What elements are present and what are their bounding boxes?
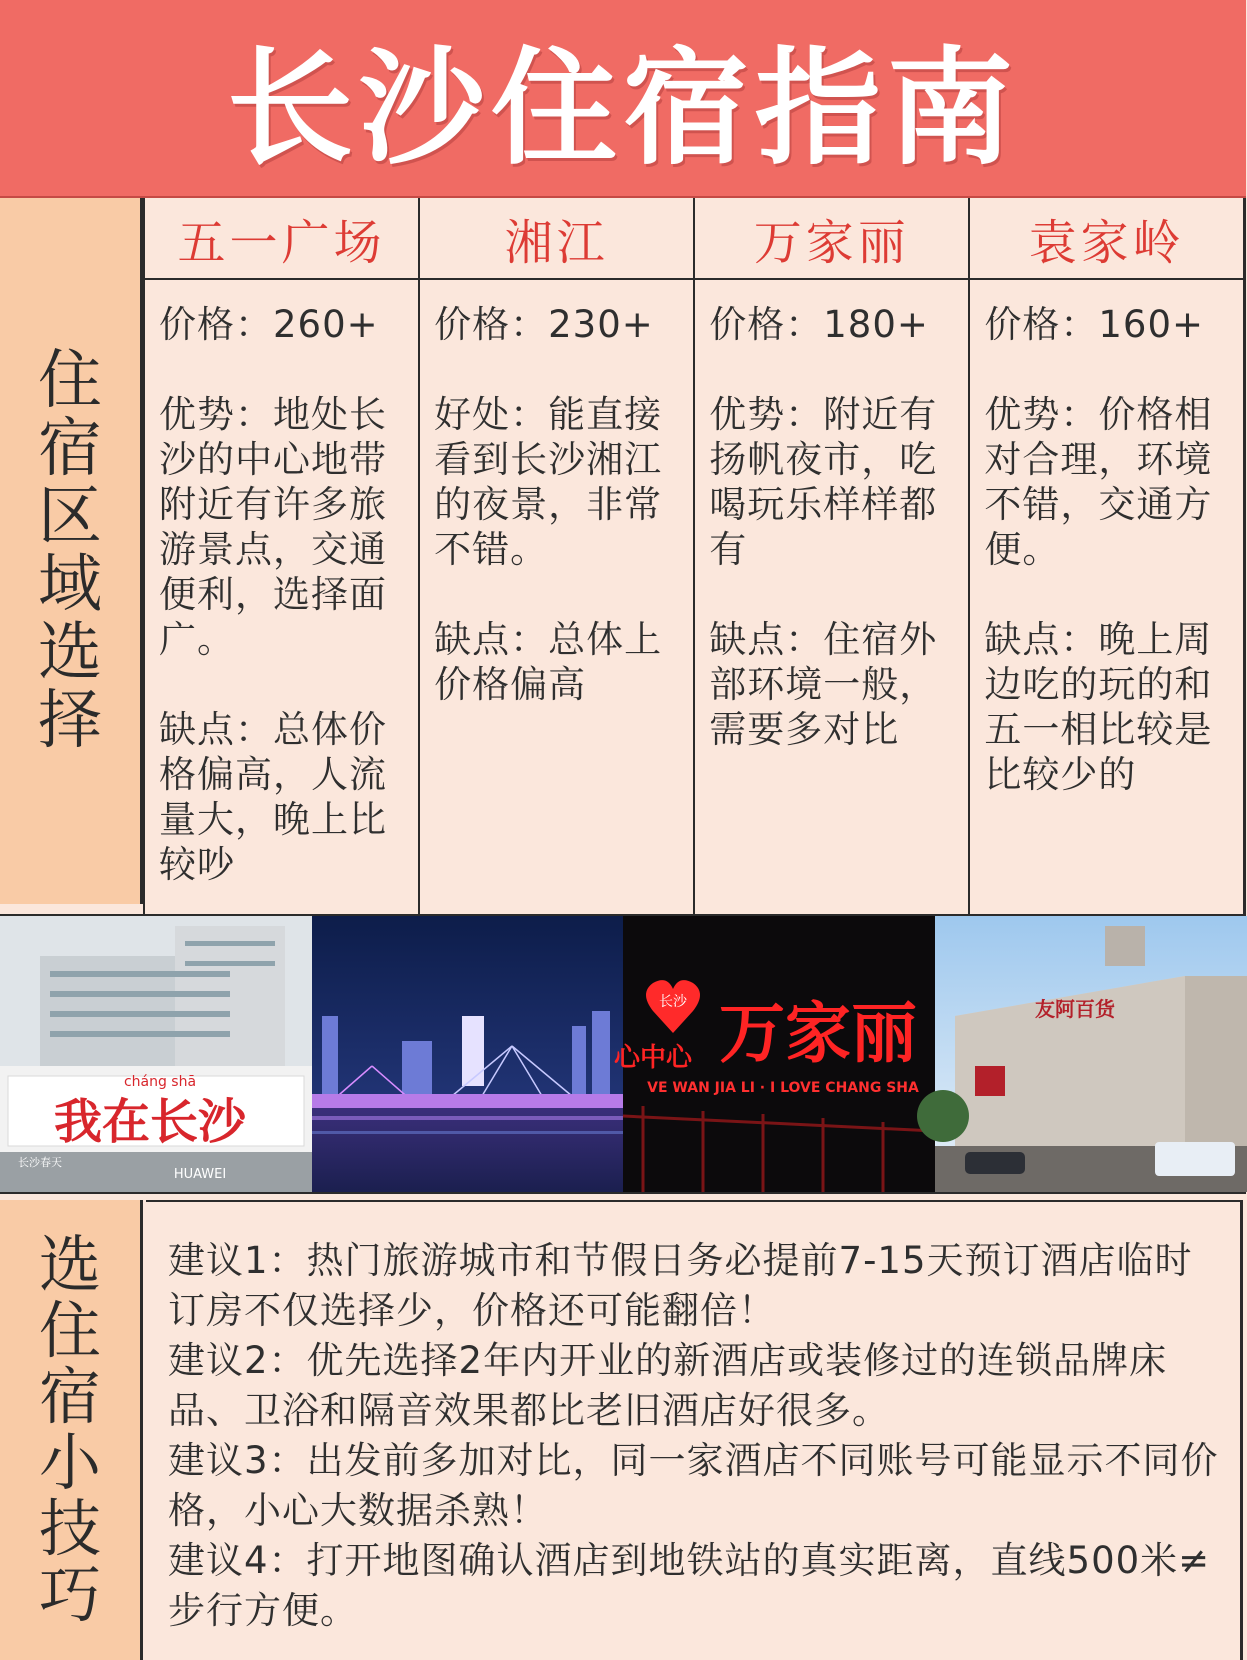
photo-sign-text: 我在长沙 xyxy=(53,1094,247,1150)
area-cons: 缺点：晚上周边吃的玩的和五一相比较是比较少的 xyxy=(984,618,1213,796)
photo-xiangjiang-svg xyxy=(312,916,624,1192)
area-section-label xyxy=(0,198,143,904)
area-comparison-table xyxy=(143,198,1246,934)
area-cons: 缺点：总体价格偏高，人流量大，晚上比较吵 xyxy=(159,708,387,886)
tip-item: 建议3：出发前多加对比，同一家酒店不同账号可能显示不同价格，小心大数据杀熟！ xyxy=(168,1439,1219,1532)
tips-section-label xyxy=(0,1200,143,1660)
area-header-row xyxy=(144,198,1245,279)
photo-sub-left: 心中心 xyxy=(613,1043,693,1073)
photo-wuyi-square xyxy=(0,916,312,1192)
photo-sub-text: VE WAN JIA LI · I LOVE CHANG SHA xyxy=(647,1080,919,1096)
area-price: 价格：230+ xyxy=(434,303,654,346)
tip-item: 建议2：优先选择2年内开业的新酒店或装修过的连锁品牌床品、卫浴和隔音效果都比老旧酒店好很多。 xyxy=(168,1339,1168,1432)
area-name-wuyi: 五一广场 xyxy=(144,198,419,279)
area-cons: 缺点：总体上价格偏高 xyxy=(434,618,663,706)
area-cons: 缺点：住宿外部环境一般，需要多对比 xyxy=(709,618,938,751)
page-title: 长沙住宿指南 xyxy=(227,34,1019,182)
area-detail-wanjiali xyxy=(694,279,969,933)
tip-item: 建议4：打开地图确认酒店到地铁站的真实距离，直线500米≠步行方便。 xyxy=(168,1539,1211,1632)
photo-wanjiali-sign xyxy=(613,916,935,1192)
tip-item: 建议1：热门旅游城市和节假日务必提前7-15天预订酒店临时订房不仅选择少，价格还可能翻倍！ xyxy=(168,1239,1193,1332)
area-pros: 优势：地处长沙的中心地带附近有许多旅游景点，交通便利，选择面广。 xyxy=(159,393,387,661)
area-section-label-text: 住宿区域选择 xyxy=(38,344,102,758)
photo-pinyin: cháng shā xyxy=(123,1074,197,1090)
area-price: 价格：160+ xyxy=(984,303,1204,346)
area-price: 价格：260+ xyxy=(159,303,379,346)
photo-wuyi-svg xyxy=(0,916,312,1192)
area-detail-row xyxy=(144,279,1245,933)
area-name-wanjiali: 万家丽 xyxy=(694,198,969,279)
area-pros: 优势：价格相对合理，环境不错，交通方便。 xyxy=(984,393,1213,571)
photo-sign-text: 万家丽 xyxy=(719,995,917,1072)
area-detail-xiangjiang xyxy=(419,279,694,933)
photo-xiangjiang-night xyxy=(312,916,624,1192)
area-name-xiangjiang: 湘江 xyxy=(419,198,694,279)
area-detail-yuanjialing xyxy=(969,279,1244,933)
photo-sign-text: 友阿百货 xyxy=(1034,997,1115,1021)
title-banner xyxy=(0,0,1246,198)
photo-brand: HUAWEI xyxy=(173,1167,227,1182)
area-detail-wuyi xyxy=(144,279,419,933)
photo-small-sign: 长沙春天 xyxy=(18,1156,62,1169)
photo-strip xyxy=(0,914,1246,1194)
area-price: 价格：180+ xyxy=(709,303,929,346)
photo-wanjiali-svg xyxy=(613,916,935,1192)
area-pros: 优势：附近有扬帆夜市，吃喝玩乐样样都有 xyxy=(709,393,938,571)
tips-panel xyxy=(146,1200,1243,1660)
photo-yuanjialing-mall xyxy=(935,916,1247,1192)
tips-section-label-text: 选住宿小技巧 xyxy=(38,1228,101,1631)
area-pros: 好处：能直接看到长沙湘江的夜景，非常不错。 xyxy=(434,393,663,571)
photo-heart-text: 长沙 xyxy=(659,994,687,1010)
area-name-yuanjialing: 袁家岭 xyxy=(969,198,1244,279)
photo-yuanjialing-svg xyxy=(935,916,1247,1192)
